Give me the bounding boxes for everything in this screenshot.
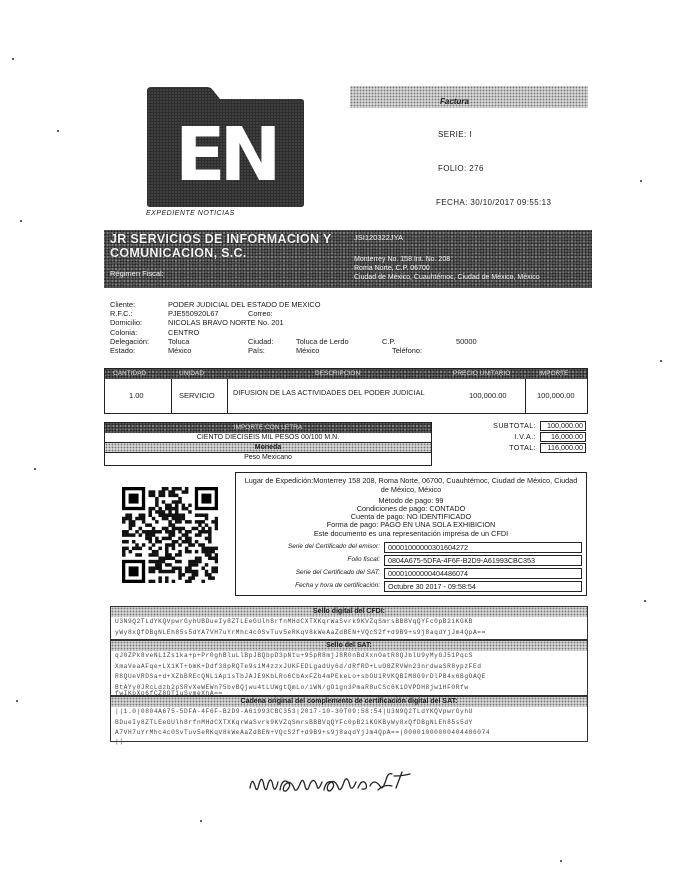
qr-code <box>122 487 218 583</box>
cp-value: 50000 <box>456 337 477 346</box>
emitter-address-line-2: Roma Norte, C.P. 06700 <box>354 264 430 272</box>
chain-line: A7VH7uYrMhc4c0SvTuv5eRKqV8kWeAaZdBEN+VQcS2f+d9B9+s9j8aqdYjJm4QpA==|00001000000404486074 <box>115 729 491 736</box>
client-row-estado <box>110 347 191 356</box>
invoice-header-band <box>350 86 588 108</box>
ciudad-value: Toluca de Lerdo <box>296 337 349 346</box>
header-precio: PRECIO UNITARIO <box>453 370 511 377</box>
correo-label: Correo: <box>248 309 273 318</box>
chain-line: ||1.0|0804A675-5DFA-4F6F-B2D9-A61993CBC353|2017-10-30T09:58:54|U3N9Q2TLdYKQVpwrGyhU <box>115 708 473 715</box>
scan-speck <box>200 820 202 822</box>
folio-value: 276 <box>469 164 484 173</box>
serie-value: I <box>469 130 472 139</box>
logo-monogram: EN <box>175 112 276 198</box>
metodo-pago: Método de pago: 99 <box>378 496 444 505</box>
cert-emisor-label: Serie del Certificado del emisor: <box>287 543 380 550</box>
emitter-address <box>354 256 589 282</box>
sat-seal-line: fwIKpXp6fCZ8QT1uSymeXhA== <box>115 690 223 697</box>
fecha-cert-label: Fecha y hora de certificación: <box>295 582 380 589</box>
row-unidad: SERVICIO <box>179 391 215 400</box>
row-descripcion: DIFUSION DE LAS ACTIVIDADES DEL PODER JUDICIAL <box>233 388 425 397</box>
fecha-cert-value: Octubre 30 2017 - 09:58:54 <box>384 581 582 592</box>
qr-code-icon <box>122 487 218 583</box>
colonia-value: CENTRO <box>168 328 200 337</box>
row-cantidad: 1.00 <box>129 391 144 400</box>
amount-words-box <box>104 422 432 466</box>
emitter-rfc: JSI120322JYA <box>354 233 404 242</box>
fecha-label: FECHA: <box>436 198 468 207</box>
chain-title: Cadena original del complemento de certificación digital del SAT: <box>111 697 587 707</box>
chain-line: || <box>115 737 124 745</box>
iva-value: 16,000.00 <box>540 432 586 442</box>
concepts-table <box>104 368 588 414</box>
emitter-name: JR SERVICIOS DE INFORMACION Y COMUNICACION, S.C. <box>110 232 332 261</box>
client-row-domicilio <box>110 319 284 328</box>
signature-icon <box>246 764 446 802</box>
chain-line: BDueIy8ZTLEeGUlh8rfnMHdCXTXKqrWaSvrk9KVZqSmrsBBBVqQYFc0pB2iKGKByWy8xQfDBgNLEh85s5dY <box>115 718 473 726</box>
scan-speck <box>640 180 642 182</box>
cliente-label: Cliente: <box>110 300 136 309</box>
amount-words-header: IMPORTE CON LETRA <box>105 423 431 433</box>
scan-speck <box>560 860 562 862</box>
iva-label: I.V.A.: <box>514 432 536 441</box>
scan-speck <box>660 360 662 362</box>
invoice-title: Factura <box>440 97 469 106</box>
amount-words-value: CIENTO DIECISEIS MIL PESOS 00/100 M.N. <box>105 433 431 443</box>
pais-value: México <box>296 346 320 355</box>
cfdi-info-box <box>235 472 587 596</box>
folio-label: FOLIO: <box>438 164 467 173</box>
cfdi-seal-line: yWy8xQfDBgNLEh85s5dYA7VH7uYrMhc4c0SvTuv5eRKqV8kWeAaZdBEN+VQcS2f+d9B9+s9j8aqdYjJm4QpA== <box>115 628 486 636</box>
cert-emisor-value: 00001000000301604272 <box>384 542 582 553</box>
scan-speck <box>12 58 14 60</box>
moneda-value: Peso Mexicano <box>244 454 292 461</box>
col-divider <box>525 379 526 413</box>
scan-speck <box>20 220 22 222</box>
folio-fiscal-value: 0804A675-5DFA-4F6F-B2D9-A61993CBC353 <box>384 555 582 566</box>
emitter-address-line-1: Monterrey No. 158 Int. No. 208 <box>354 256 451 263</box>
pais-label: País: <box>248 346 265 355</box>
client-rfc-value: PJE550920L67 <box>168 309 219 318</box>
scan-speck <box>16 700 18 702</box>
header-descripcion: DESCRIPCION <box>315 370 361 377</box>
colonia-label: Colonia: <box>110 328 138 337</box>
cert-sat-label: Serie del Certificado del SAT: <box>295 569 380 576</box>
chain-section <box>110 696 588 745</box>
logo-tagline: EXPEDIENTE NOTICIAS <box>146 210 235 217</box>
row-precio: 100,000.00 <box>469 391 507 400</box>
header-cantidad: CANTIDAD <box>113 370 147 377</box>
cfdi-seal-title: Sello digital del CFDI: <box>111 607 587 617</box>
estado-value: México <box>168 346 192 355</box>
emitter-address-line-3: Ciudad de México, Cuauhtémoc, Ciudad de México, México <box>354 273 540 281</box>
ciudad-label: Ciudad: <box>248 337 274 346</box>
emitter-regimen: Régimen Fiscal: <box>110 269 164 278</box>
cuenta-pago: Cuenta de pago: NO IDENTIFICADO <box>350 512 472 521</box>
subtotal-label: SUBTOTAL: <box>493 421 536 430</box>
header-importe: IMPORTE <box>539 370 569 377</box>
handwritten-signature <box>246 764 446 802</box>
estado-label: Estado: <box>110 346 136 355</box>
row-importe: 100,000.00 <box>537 391 575 400</box>
folio-fiscal-label: Folio fiscal: <box>347 556 380 563</box>
scan-speck <box>644 600 646 602</box>
telefono-label: Teléfono: <box>392 346 422 355</box>
sat-seal-line: XmaVeaAFqe+LX1KT+bmK+Ddf38pRQTe9s1M4zzxJUKFEDLgadUy6d/dRfRD+LuO8ZRVWn23nrdwaSR8ypzFEd <box>115 662 482 670</box>
forma-pago: Forma de pago: PAGO EN UNA SOLA EXHIBICION <box>326 520 496 529</box>
condiciones-pago: Condiciones de pago: CONTADO <box>356 504 466 513</box>
sat-seal-line: R8QUeVRDSa+d+XZbBREcQNLiAp1sTbJAJE9KbLRo6CbAxFZb4mPEkeLo+sbOU1RVKQBIM8G9rDlPB4x6BgOAQE <box>115 673 486 680</box>
fecha-value: 30/10/2017 09:55:13 <box>470 198 552 207</box>
client-rfc-label: R.F.C.: <box>110 309 133 318</box>
cert-sat-value: 00001000000404486074 <box>384 568 582 579</box>
sat-seal-line: qJ0ZPk8veNL1Zs1ka+p+Pr0ghBluLlBpJBQbpD3pNtu+95pR8mjJ8R0nBdXxnOatR8QJblU9yMyGJ51PqcS <box>115 652 473 659</box>
cp-label: C.P. <box>382 337 396 346</box>
fecha-line <box>436 198 551 208</box>
moneda-label: Moneda <box>105 443 431 453</box>
delegacion-label: Delegación: <box>110 337 150 346</box>
serie-label: SERIE: <box>438 130 467 139</box>
scan-speck <box>34 468 36 470</box>
sat-seal-section <box>110 640 588 696</box>
lugar-expedicion: Lugar de Expedición:Monterrey 158 208, Roma Norte, 06700, Cuauhtémoc, Ciudad de México, Ciudad de México, México <box>244 476 578 494</box>
delegacion-value: Toluca <box>168 337 190 346</box>
company-logo <box>145 86 305 208</box>
domicilio-value: NICOLAS BRAVO NORTE No. 201 <box>168 318 284 327</box>
cfdi-seal-line: U3N9Q2TLdYKQVpwrGyhUBDueIy8ZTLEeGUlh8rfnMHdCXTXKqrWaSvrk9KVZqSmrsBBBVqQYFc0pB2iKGKB <box>115 618 473 625</box>
domicilio-label: Domicilio: <box>110 318 143 327</box>
folio-line <box>438 164 484 174</box>
col-divider <box>171 379 172 413</box>
sat-seal-title: Sello del SAT: <box>111 641 587 651</box>
serie-line <box>438 130 472 140</box>
col-divider <box>227 379 228 413</box>
cliente-value: PODER JUDICIAL DEL ESTADO DE MEXICO <box>168 300 321 309</box>
total-label: TOTAL: <box>509 443 536 452</box>
emitter-bar <box>104 230 592 288</box>
header-unidad: UNIDAD <box>179 370 204 377</box>
sat-seal-line: BtAYy0JRcLdzb2pSRvXeWEWn75bvBQjwu4tLUWgtQmLo/iWN/gO1gn3PmaR8uCSc6KiDVPDH8jw1HF0Rfw <box>115 683 469 691</box>
concepts-table-header <box>105 369 587 379</box>
total-value: 116,000.00 <box>540 443 586 453</box>
scan-speck <box>57 130 59 132</box>
subtotal-value: 100,000.00 <box>540 421 586 431</box>
representacion-cfdi: Este documento es una representación impresa de un CFDI <box>313 529 509 538</box>
cfdi-seal-section <box>110 606 588 640</box>
